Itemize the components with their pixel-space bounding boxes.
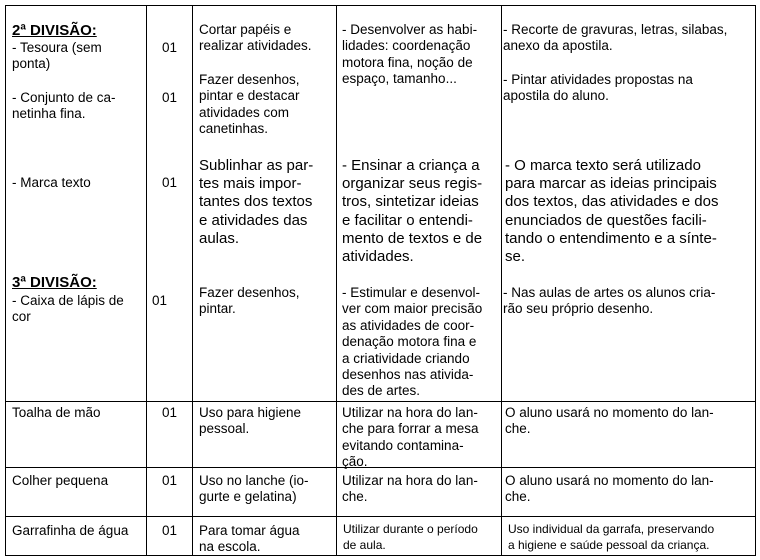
table-border-left [5,5,6,556]
row-divider [5,401,756,402]
table-border-right [755,5,756,556]
item-objective: Utilizar durante o período de aula. [343,522,478,552]
item-name: Colher pequena [12,473,109,488]
item-objective: Utilizar na hora do lan- che. [342,473,478,505]
item-usage: - Recorte de gravuras, letras, silabas, anexo da apostila. [503,22,728,54]
item-usage: O aluno usará no momento do lan- che. [505,405,714,437]
item-quantity: 01 [161,90,178,105]
item-usage: - Nas aulas de artes os alunos cria- rão seu próprio desenho. [503,285,716,317]
item-name: - Caixa de lápis de cor [12,293,124,325]
item-name: - Marca texto [12,175,91,190]
item-purpose: Cortar papéis e realizar atividades. [199,22,312,54]
item-name: - Conjunto de ca- netinha fina. [12,90,116,122]
item-purpose: Uso para higiene pessoal. [199,405,302,437]
item-usage: Uso individual da garrafa, preservando a higiene e saúde pessoal da criança. [508,522,715,552]
row-divider [5,516,756,517]
item-usage: - Pintar atividades propostas na apostila do aluno. [503,72,693,104]
table-border-top [5,5,756,6]
item-purpose: Uso no lanche (io- gurte e gelatina) [199,473,309,505]
item-purpose: Fazer desenhos, pintar. [199,285,300,317]
item-quantity: 01 [161,175,178,190]
item-objective: - Estimular e desenvol- ver com maior precisão as atividades de coor- denação motora fina e a criatividade criando desenhos nas ativida- des de artes. [342,285,483,399]
item-objective: - Ensinar a criança a organizar seus regis- tros, sintetizar ideias e facilitar o entendi- mento de textos e de atividades. [342,157,483,266]
item-usage: O aluno usará no momento do lan- che. [505,473,714,505]
section-header: 2ª DIVISÃO: [12,22,97,39]
item-purpose: Para tomar água na escola. [199,523,300,555]
item-quantity: 01 [161,473,178,488]
item-quantity: 01 [152,293,168,308]
item-quantity: 01 [161,40,178,55]
table-border-bottom [5,555,756,556]
item-name: Garrafinha de água [12,523,129,538]
column-divider [501,5,502,556]
item-objective: Utilizar na hora do lan- che para forrar a mesa evitando contamina- ção. [342,405,479,470]
item-purpose: Sublinhar as par- tes mais impor- tantes dos textos e atividades das aulas. [199,157,314,247]
item-quantity: 01 [161,523,178,538]
item-purpose: Fazer desenhos, pintar e destacar atividades com canetinhas. [199,72,300,137]
item-name: - Tesoura (sem ponta) [12,40,102,72]
column-divider [192,5,193,556]
item-name: Toalha de mão [12,405,101,420]
section-header: 3ª DIVISÃO: [12,274,97,291]
item-usage: - O marca texto será utilizado para marcar as ideias principais dos textos, das atividades e dos enunciados de questões facili- tando o entendimento e a sínte- se. [505,157,719,266]
item-objective: - Desenvolver as habi- lidades: coordenação motora fina, noção de espaço, tamanho... [342,22,478,87]
column-divider [336,5,337,556]
item-quantity: 01 [161,405,178,420]
